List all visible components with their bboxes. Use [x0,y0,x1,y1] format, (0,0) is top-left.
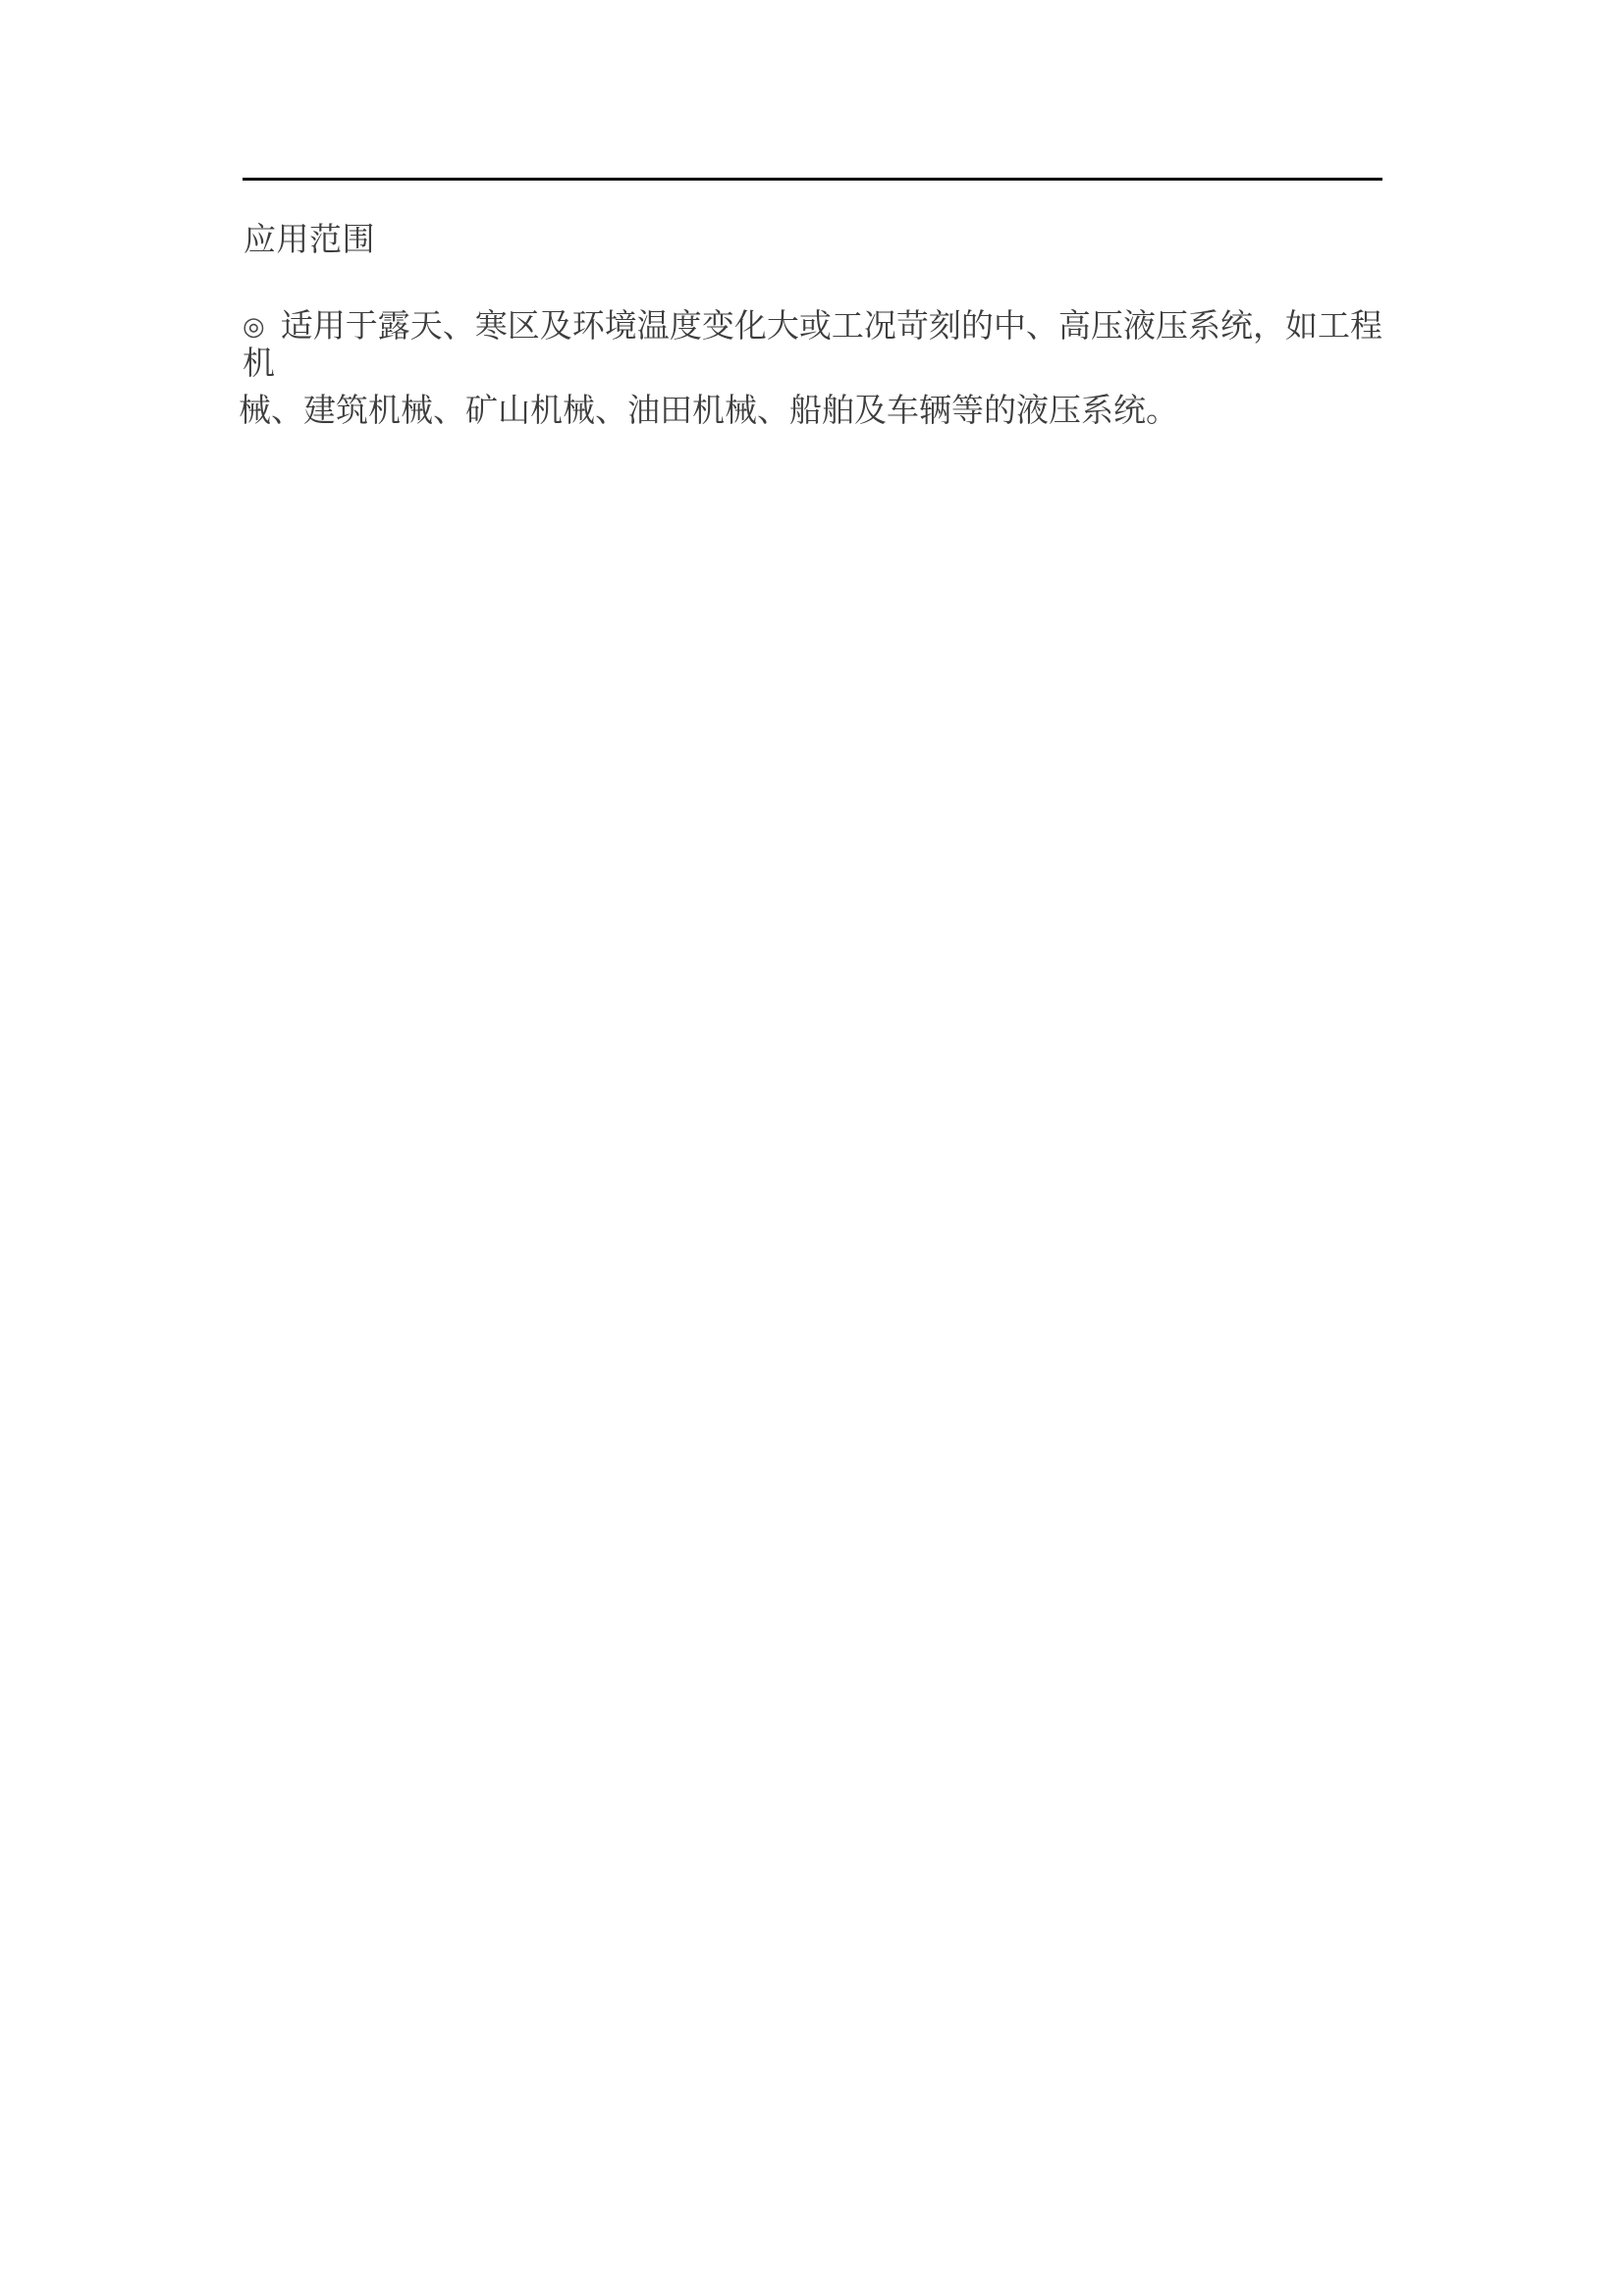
list-item-text-line-1: 适用于露天、寒区及环境温度变化大或工况苛刻的中、高压液压系统，如工程机 [243,307,1383,381]
list-item-line-2: 械、建筑机械、矿山机械、油田机械、船舶及车辆等的液压系统。 [239,392,1178,428]
section-heading: 应用范围 [244,221,375,257]
list-item-line-1 [243,307,1382,382]
section-divider-rule [243,178,1382,181]
ring-bullet-icon: ◎ [243,311,265,341]
